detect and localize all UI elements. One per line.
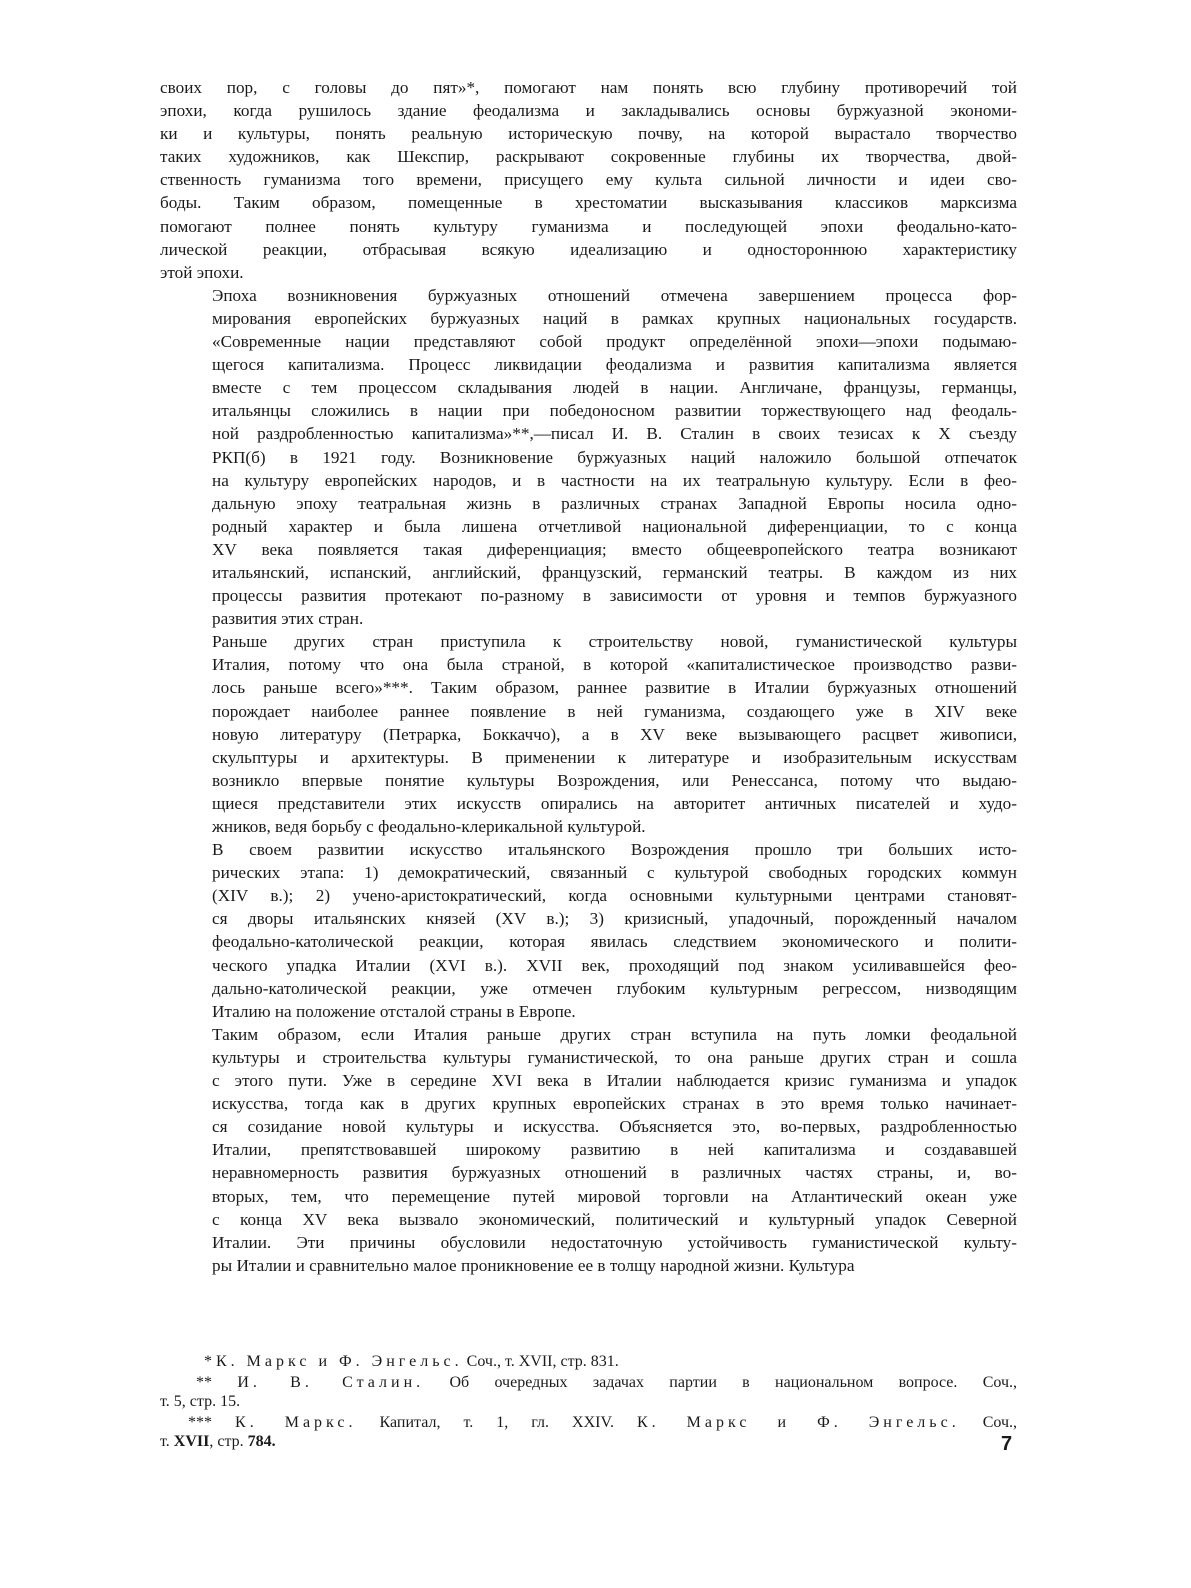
text-line: Раньше других стран приступила к строительству новой, гуманистической культуры: [212, 632, 1017, 652]
text-line: ственность гуманизма того времени, присущего ему культа сильной личности и идеи сво-: [160, 170, 1017, 190]
paragraph: [160, 1023, 1017, 1277]
paragraph: [160, 838, 1017, 1023]
footnote-2-marker: **: [196, 1374, 212, 1391]
text-line: искусства, тогда как в других крупных европейских странах в это время только начинает-: [212, 1094, 1017, 1114]
text-line: боды. Таким образом, помещенные в хрестоматии высказывания классиков марксизма: [160, 193, 1017, 213]
text-line: Италия, потому что она была страной, в которой «капиталистическое производство разви-: [212, 655, 1017, 675]
text-line: ры Италии и сравнительно малое проникновение ее в толщу народной жизни. Культура: [212, 1255, 855, 1275]
footnote-2: [160, 1373, 1017, 1411]
paragraph: [160, 284, 1017, 630]
footnote-1: [160, 1352, 1017, 1371]
paragraph: [160, 76, 1017, 284]
footnote-3-volume: XVII: [173, 1433, 210, 1450]
text-line: возникло впервые понятие культуры Возрождения, или Ренессанса, потому что выдаю-: [212, 770, 1017, 790]
footnotes: [160, 1352, 1017, 1453]
text-line: В своем развитии искусство итальянского Возрождения прошло три больших исто-: [212, 840, 1017, 860]
text-line: мирования европейских буржуазных наций в рамках крупных национальных государств.: [212, 308, 1017, 328]
text-line: РКП(б) в 1921 году. Возникновение буржуазных наций наложило большой отпечаток: [212, 447, 1017, 467]
text-line: процессы развития протекают по-разному в зависимости от уровня и темпов буржуазного: [212, 586, 1017, 606]
text-line: дально-католической реакции, уже отмечен глубоким культурным регрессом, низводящим: [212, 978, 1017, 998]
text-line: неравномерность развития буржуазных отношений в различных частях страны, и, во-: [212, 1163, 1017, 1183]
text-line: новую литературу (Петрарка, Боккаччо), а в XV веке вызывающего расцвет живописи,: [212, 724, 1017, 744]
text-line: лической реакции, отбрасывая всякую идеализацию и одностороннюю характеристику: [160, 239, 1017, 259]
text-line: щиеся представители этих искусств опирались на авторитет античных писателей и худо-: [212, 793, 1017, 813]
footnote-3-text-end: Соч.,: [959, 1414, 1018, 1431]
footnote-2-line2: т. 5, стр. 15.: [160, 1393, 241, 1410]
text-line: скульптуры и архитектуры. В применении к литературе и изобразительным искусствам: [212, 747, 1017, 767]
footnote-2-author: И. В. Сталин.: [237, 1374, 425, 1391]
page-body: [160, 76, 1017, 1277]
text-line: Италию на положение отсталой страны в Европе.: [212, 1001, 576, 1021]
text-line: культуры и строительства культуры гуманистической, то она раньше других стран и сошла: [212, 1047, 1017, 1067]
text-line: на культуру европейских народов, и в частности на их театральную культуру. Если в фео-: [212, 470, 1017, 490]
text-line: Италии, препятствовавшей широкому развитию в ней капитализма и создававшей: [212, 1140, 1017, 1160]
text-line: Италии. Эти причины обусловили недостаточную устойчивость гуманистической культу-: [212, 1232, 1017, 1252]
text-line: своих пор, с головы до пят»*, помогают нам понять всю глубину противоречий той: [160, 78, 1017, 97]
footnote-1-text: Соч., т. XVII, стр. 831.: [462, 1353, 619, 1370]
text-line: ки и культуры, понять реальную историческую почву, на которой вырастало творчество: [160, 124, 1017, 144]
text-line: порождает наиболее раннее появление в ней гуманизма, создающего уже в XIV веке: [212, 701, 1017, 721]
text-line: жников, ведя борьбу с феодально-клерикальной культурой.: [212, 817, 646, 836]
text-line: Эпоха возникновения буржуазных отношений отмечена завершением процесса фор-: [212, 285, 1017, 305]
paragraph: [160, 630, 1017, 838]
footnote-3-author2: К. Маркс и Ф. Энгельс.: [636, 1414, 960, 1431]
footnote-3-page: 784.: [247, 1433, 276, 1450]
text-line: дальную эпоху театральная жизнь в различных странах Западной Европы носила одно-: [212, 493, 1017, 513]
footnote-1-marker: *: [204, 1353, 212, 1370]
page-number: 7: [1001, 1433, 1013, 1455]
footnote-2-text: Об очередных задачах партии в национальном вопросе. Соч.,: [424, 1374, 1018, 1391]
text-line: с этого пути. Уже в середине XVI века в Италии наблюдается кризис гуманизма и упадок: [212, 1071, 1017, 1091]
footnote-3-author: К. Маркс.: [235, 1414, 357, 1431]
footnote-3-marker: ***: [188, 1414, 212, 1431]
footnote-3-text: Капитал, т. 1, гл. XXIV.: [356, 1414, 637, 1431]
text-line: XV века появляется такая диференциация; вместо общеевропейского театра возникают: [212, 539, 1017, 559]
text-line: лось раньше всего»***. Таким образом, раннее развитие в Италии буржуазных отношений: [212, 678, 1017, 698]
text-line: ческого упадка Италии (XVI в.). XVII век, проходящий под знаком усиливавшейся фео-: [212, 955, 1017, 975]
text-line: ной раздробленностью капитализма»**,—писал И. В. Сталин в своих тезисах к X съезду: [212, 424, 1017, 444]
text-line: развития этих стран.: [212, 609, 364, 629]
text-line: феодально-католической реакции, которая явилась следствием экономического и полити-: [212, 932, 1017, 952]
text-line: итальянский, испанский, английский, французский, германский театры. В каждом из них: [212, 562, 1017, 582]
footnote-3: [160, 1413, 1017, 1451]
text-line: (XIV в.); 2) учено-аристократический, когда основными культурными центрами становят-: [212, 886, 1017, 906]
text-line: итальянцы сложились в нации при победоносном развитии торжествующего над феодаль-: [212, 401, 1017, 421]
text-line: родный характер и была лишена отчетливой национальной диференциации, то с конца: [212, 516, 1017, 536]
text-line: ся созидание новой культуры и искусства. Объясняется это, во-первых, раздробленностью: [212, 1117, 1017, 1137]
text-line: ся дворы итальянских князей (XV в.); 3) кризисный, упадочный, порожденный началом: [212, 909, 1017, 929]
text-line: щегося капитализма. Процесс ликвидации феодализма и развития капитализма является: [212, 355, 1017, 375]
text-line: с конца XV века вызвало экономический, политический и культурный упадок Северной: [212, 1209, 1017, 1229]
text-line: вместе с тем процессом складывания людей в нации. Англичане, французы, германцы,: [212, 378, 1017, 398]
text-line: таких художников, как Шекспир, раскрывают сокровенные глубины их творчества, двой-: [160, 147, 1017, 167]
text-line: помогают полнее понять культуру гуманизма и последующей эпохи феодально-като-: [160, 216, 1017, 236]
footnote-3-line2-pre: т.: [160, 1433, 174, 1450]
footnote-3-line2-mid: , стр.: [209, 1433, 248, 1450]
text-line: Таким образом, если Италия раньше других стран вступила на путь ломки феодальной: [212, 1024, 1017, 1044]
text-line: «Современные нации представляют собой продукт определённой эпохи—эпохи подымаю-: [212, 332, 1017, 352]
text-line: этой эпохи.: [160, 262, 244, 282]
text-line: рических этапа: 1) демократический, связанный с культурой свободных городских коммун: [212, 863, 1017, 883]
footnote-1-author: К. Маркс и Ф. Энгельс.: [216, 1353, 463, 1370]
text-line: эпохи, когда рушилось здание феодализма и закладывались основы буржуазной экономи-: [160, 101, 1017, 121]
text-line: вторых, тем, что перемещение путей мировой торговли на Атлантический океан уже: [212, 1186, 1017, 1206]
main-text: [160, 76, 1017, 1277]
